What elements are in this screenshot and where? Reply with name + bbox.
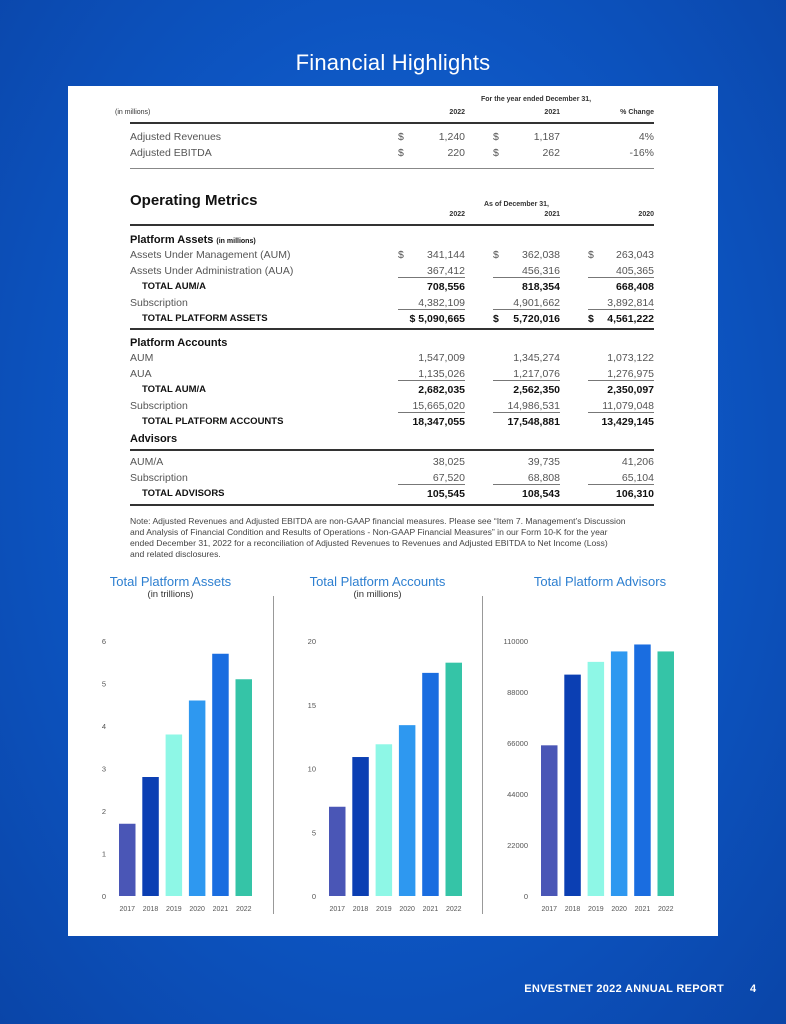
value-2020: 11,079,048 (588, 400, 654, 413)
operating-metrics-title: Operating Metrics (130, 192, 258, 209)
value-2022: 341,144 (427, 249, 465, 261)
divider (130, 224, 654, 226)
x-tick-label: 2020 (399, 906, 415, 913)
footer-text: ENVESTNET 2022 ANNUAL REPORT (524, 983, 724, 995)
value-2022: 67,520 (398, 472, 465, 485)
row-label: Subscription (130, 297, 188, 309)
value-2020: 1,276,975 (588, 368, 654, 381)
page-number: 4 (750, 983, 757, 995)
value-2021: 39,735 (527, 456, 560, 468)
value-2021: 362,038 (522, 249, 560, 261)
col-2021-header: 2021 (544, 109, 560, 116)
value-2021: 818,354 (522, 281, 560, 293)
bar (236, 679, 253, 896)
value-2021: 1,217,076 (493, 368, 560, 381)
bar (189, 701, 206, 897)
col-change-header: % Change (620, 109, 654, 116)
bar (446, 663, 463, 896)
value-2021: 4,901,662 (493, 297, 560, 310)
units-label: (in millions) (115, 109, 151, 116)
bar (399, 725, 416, 896)
value-2021: 68,808 (493, 472, 560, 485)
row-label: Assets Under Administration (AUA) (130, 265, 294, 277)
value-2021: 262 (542, 147, 560, 159)
row-label: Subscription (130, 400, 188, 412)
row-label: TOTAL PLATFORM ASSETS (142, 313, 268, 324)
chart-1-header (68, 574, 273, 600)
page-title: Financial Highlights (295, 50, 491, 75)
platform-assets-units: (in millions) (216, 238, 256, 245)
value-2021: 108,543 (522, 488, 560, 500)
value-2021: 2,562,350 (513, 384, 560, 396)
value-2020: 668,408 (616, 281, 654, 293)
x-tick-label: 2017 (119, 906, 136, 913)
value-2021: 5,720,016 (513, 313, 560, 325)
currency-symbol: $ (493, 313, 499, 325)
value-2020: 3,892,814 (588, 297, 654, 310)
charts-svg (68, 626, 718, 926)
x-tick-label: 2018 (142, 906, 159, 913)
value-change: 4% (638, 131, 654, 143)
bar (541, 745, 558, 896)
row-label: TOTAL PLATFORM ACCOUNTS (142, 416, 284, 427)
value-2022: $ 5,090,665 (409, 313, 465, 325)
bar (658, 651, 675, 896)
y-tick-label: 4 (101, 722, 106, 731)
om-col-2020: 2020 (638, 211, 654, 218)
content-panel (68, 86, 718, 936)
row-label: Subscription (130, 472, 188, 484)
value-2022: 38,025 (432, 456, 465, 468)
value-2020: 4,561,222 (607, 313, 654, 325)
row-label: TOTAL AUM/A (142, 281, 207, 292)
footnote-line: Note: Adjusted Revenues and Adjusted EBITDA are non-GAAP financial measures. Please see “Item 7. Management’s Discussion (130, 516, 626, 526)
divider (130, 504, 654, 506)
value-2020: 106,310 (616, 488, 654, 500)
row-label: Adjusted Revenues (130, 131, 222, 143)
bar (376, 744, 393, 896)
y-tick-label: 10 (307, 764, 316, 774)
divider (130, 328, 654, 330)
y-tick-label: 3 (101, 764, 106, 774)
value-2020: 65,104 (588, 472, 654, 485)
x-tick-label: 2021 (422, 906, 439, 913)
value-2022: 708,556 (427, 281, 465, 293)
value-2022: 1,240 (438, 131, 465, 143)
row-label: Adjusted EBITDA (130, 147, 212, 159)
value-2022: 105,545 (427, 488, 465, 500)
row-label: Assets Under Management (AUM) (130, 249, 291, 261)
row-label: AUM (130, 352, 154, 364)
row-label: TOTAL ADVISORS (142, 488, 225, 499)
period-header: For the year ended December 31, (481, 96, 592, 103)
value-2022: 367,412 (398, 265, 465, 278)
chart-3-header (482, 574, 718, 589)
y-tick-label: 66000 (507, 739, 528, 748)
bar (352, 757, 369, 896)
x-tick-label: 2019 (166, 906, 182, 913)
currency-symbol: $ (588, 313, 594, 325)
bar (588, 662, 605, 896)
chart-title: Total Platform Assets (109, 574, 232, 589)
currency-symbol: $ (398, 147, 404, 159)
footnote (130, 516, 670, 560)
value-2021: 1,187 (533, 131, 560, 143)
value-2020: 1,073,122 (607, 352, 654, 364)
x-tick-label: 2019 (588, 906, 604, 913)
currency-symbol: $ (398, 249, 404, 261)
y-tick-label: 0 (101, 892, 106, 901)
chart-title: Total Platform Accounts (309, 574, 446, 589)
chart-subtitle: (in millions) (353, 589, 402, 600)
y-tick-label: 6 (101, 637, 106, 646)
value-2022: 4,382,109 (398, 297, 465, 310)
bar (329, 807, 346, 896)
platform-accounts-heading: Platform Accounts (130, 337, 228, 349)
value-2022: 1,135,026 (398, 368, 465, 381)
divider (130, 122, 654, 124)
value-2022: 18,347,055 (412, 416, 465, 428)
y-tick-label: 22000 (507, 841, 528, 850)
y-tick-label: 5 (311, 828, 316, 838)
x-tick-label: 2019 (376, 906, 392, 913)
chart-title: Total Platform Advisors (533, 574, 667, 589)
value-2022: 2,682,035 (418, 384, 465, 396)
bar (611, 651, 628, 896)
footnote-line: ended December 31, 2022 for a reconciliation of Adjusted Revenues to Revenues and Adjusted EBITDA to Net Income (Loss) (130, 538, 608, 548)
divider (130, 168, 654, 169)
currency-symbol: $ (588, 249, 594, 261)
value-change: -16% (629, 147, 654, 159)
y-tick-label: 88000 (507, 688, 528, 697)
value-2020: 41,206 (621, 456, 654, 468)
y-tick-label: 0 (523, 892, 528, 901)
value-2022: 15,665,020 (398, 400, 465, 413)
x-tick-label: 2017 (329, 906, 346, 913)
x-tick-label: 2018 (352, 906, 369, 913)
value-2020: 263,043 (616, 249, 654, 261)
currency-symbol: $ (493, 147, 499, 159)
as-of-header: As of December 31, (484, 201, 549, 208)
value-2020: 2,350,097 (607, 384, 654, 396)
y-tick-label: 15 (307, 700, 316, 710)
om-col-2021: 2021 (544, 211, 560, 218)
bar (564, 675, 581, 896)
bar (212, 654, 229, 896)
value-2020: 13,429,145 (601, 416, 654, 428)
currency-symbol: $ (398, 131, 404, 143)
x-tick-label: 2021 (212, 906, 229, 913)
bar (166, 735, 183, 897)
bar (119, 824, 136, 896)
divider (130, 449, 654, 451)
x-tick-label: 2022 (445, 906, 462, 913)
value-2022: 1,547,009 (418, 352, 465, 364)
value-2021: 1,345,274 (513, 352, 560, 364)
footnote-line: and related disclosures. (130, 549, 221, 559)
footnote-line: and Analysis of Financial Condition and Results of Operations - Non-GAAP Financial Measures” in our Form 10-K for the year (130, 527, 608, 537)
x-tick-label: 2020 (189, 906, 205, 913)
bar (634, 644, 651, 896)
row-label: TOTAL AUM/A (142, 384, 207, 395)
y-tick-label: 2 (101, 807, 106, 816)
row-label: AUM/A (130, 456, 164, 468)
value-2021: 17,548,881 (507, 416, 560, 428)
x-tick-label: 2018 (564, 906, 581, 913)
x-tick-label: 2017 (541, 906, 558, 913)
y-tick-label: 1 (101, 849, 106, 859)
y-tick-label: 0 (311, 892, 316, 901)
value-2022: 220 (447, 147, 465, 159)
om-col-2022: 2022 (449, 211, 465, 218)
currency-symbol: $ (493, 131, 499, 143)
platform-assets-heading-text: Platform Assets (130, 234, 214, 246)
col-2022-header: 2022 (449, 109, 465, 116)
bar (422, 673, 439, 896)
x-tick-label: 2020 (611, 906, 627, 913)
platform-assets-heading (130, 234, 256, 246)
x-tick-label: 2022 (235, 906, 252, 913)
y-tick-label: 44000 (507, 790, 528, 799)
bar (142, 777, 159, 896)
currency-symbol: $ (493, 249, 499, 261)
y-tick-label: 5 (101, 679, 106, 689)
y-tick-label: 110000 (503, 637, 528, 646)
value-2020: 405,365 (588, 265, 654, 278)
x-tick-label: 2022 (657, 906, 674, 913)
chart-2-header (273, 574, 482, 600)
advisors-heading: Advisors (130, 433, 178, 445)
value-2021: 456,316 (493, 265, 560, 278)
y-tick-label: 20 (307, 637, 316, 646)
value-2021: 14,986,531 (493, 400, 560, 413)
x-tick-label: 2021 (634, 906, 651, 913)
row-label: AUA (130, 368, 152, 380)
chart-subtitle: (in trillions) (147, 589, 194, 600)
